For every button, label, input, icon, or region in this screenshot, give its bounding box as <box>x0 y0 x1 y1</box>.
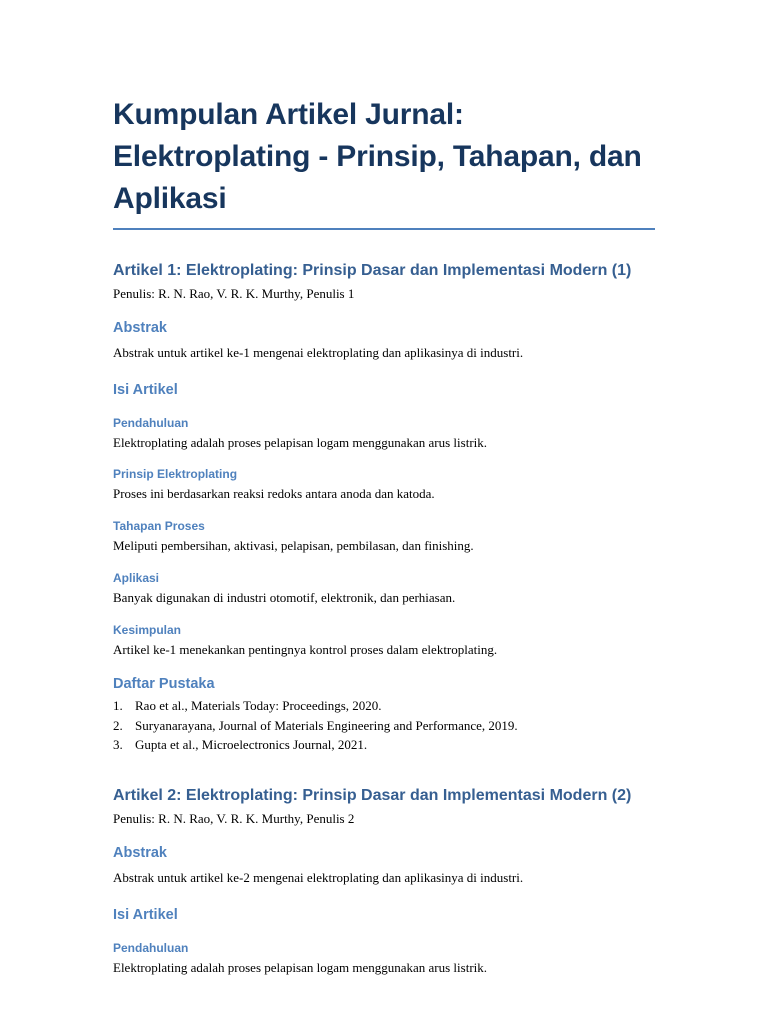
article-1 <box>113 260 655 755</box>
reference-number: 2. <box>113 717 123 733</box>
article-2 <box>113 785 655 977</box>
article-heading: Artikel 1: Elektroplating: Prinsip Dasar dan Implementasi Modern (1) <box>113 262 632 279</box>
document-title: Kumpulan Artikel Jurnal: Elektroplating - Prinsip, Tahapan, dan Aplikasi <box>113 0 655 230</box>
abstract-text: Abstrak untuk artikel ke-2 mengenai elektroplating dan aplikasinya di industri. <box>113 869 524 885</box>
abstract-heading: Abstrak <box>113 844 167 861</box>
section-heading: Kesimpulan <box>113 623 182 637</box>
article-authors: Penulis: R. N. Rao, V. R. K. Murthy, Penulis 1 <box>113 286 355 301</box>
document-page <box>113 0 655 977</box>
section-heading: Tahapan Proses <box>113 519 205 533</box>
section-heading: Pendahuluan <box>113 416 189 430</box>
section-heading: Aplikasi <box>113 571 160 585</box>
article-heading: Artikel 2: Elektroplating: Prinsip Dasar dan Implementasi Modern (2) <box>113 786 632 804</box>
reference-item <box>113 716 655 736</box>
reference-number: 3. <box>113 737 123 752</box>
references-heading: Daftar Pustaka <box>113 676 215 692</box>
references-list <box>113 696 655 755</box>
abstract-heading: Abstrak <box>113 320 167 336</box>
reference-text: Rao et al., Materials Today: Proceedings, 2020. <box>135 698 382 713</box>
reference-item <box>113 735 655 755</box>
content-heading: Isi Artikel <box>113 382 178 398</box>
reference-text: Suryanarayana, Journal of Materials Engineering and Performance, 2019. <box>135 717 518 733</box>
reference-text: Gupta et al., Microelectronics Journal, 2021. <box>135 737 368 752</box>
section-text: Elektroplating adalah proses pelapisan logam menggunakan arus listrik. <box>113 959 488 975</box>
reference-item <box>113 696 655 716</box>
section-text: Meliputi pembersihan, aktivasi, pelapisan, pembilasan, dan finishing. <box>113 538 474 553</box>
article-authors: Penulis: R. N. Rao, V. R. K. Murthy, Penulis 2 <box>113 810 355 826</box>
reference-number: 1. <box>113 698 123 713</box>
content-heading: Isi Artikel <box>113 906 178 923</box>
section-heading: Prinsip Elektroplating <box>113 467 238 481</box>
abstract-text: Abstrak untuk artikel ke-1 mengenai elektroplating dan aplikasinya di industri. <box>113 345 524 360</box>
section-text: Proses ini berdasarkan reaksi redoks antara anoda dan katoda. <box>113 486 435 501</box>
section-text: Elektroplating adalah proses pelapisan logam menggunakan arus listrik. <box>113 435 488 450</box>
section-heading: Pendahuluan <box>113 940 189 955</box>
section-text: Artikel ke-1 menekankan pentingnya kontrol proses dalam elektroplating. <box>113 642 498 657</box>
section-text: Banyak digunakan di industri otomotif, elektronik, dan perhiasan. <box>113 590 456 605</box>
